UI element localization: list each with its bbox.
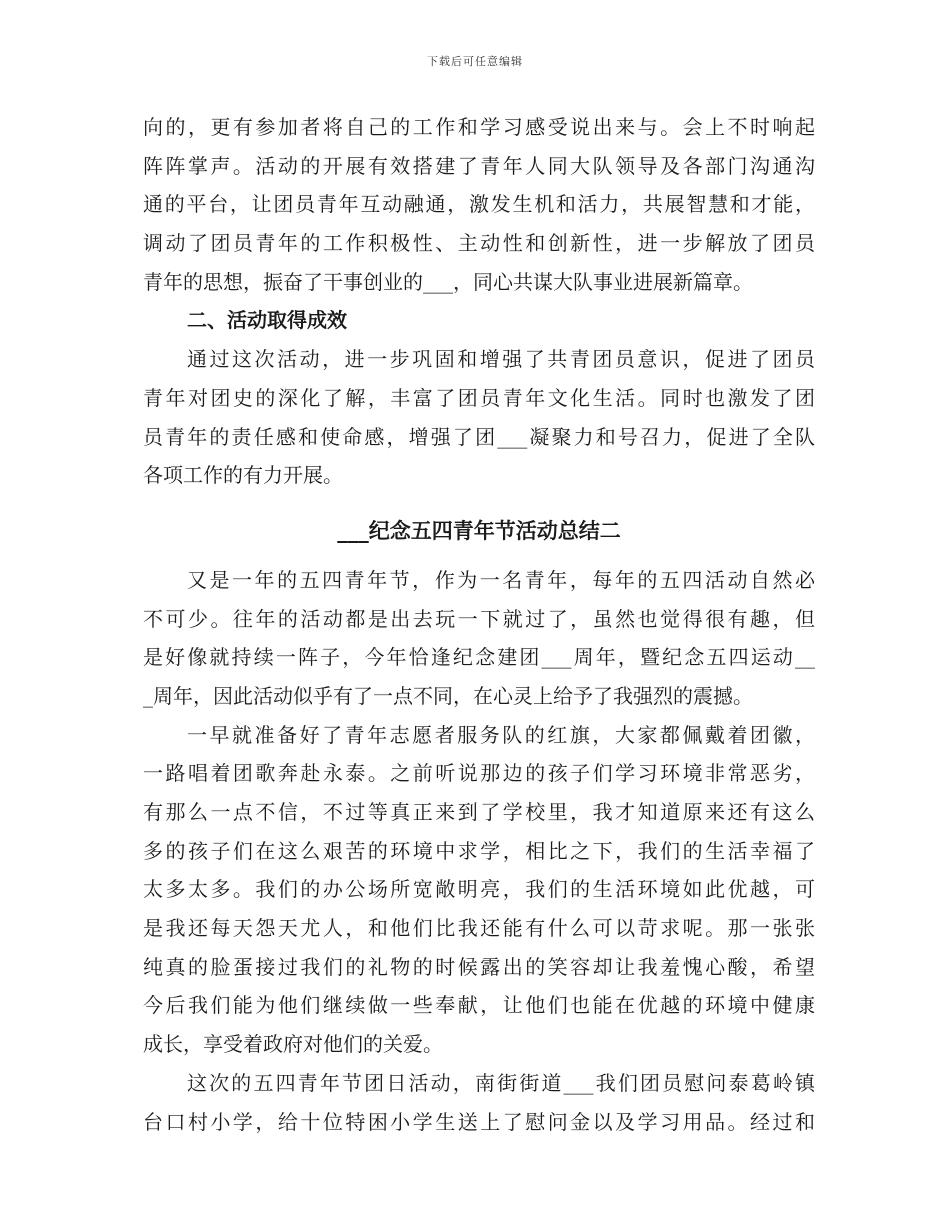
- text-line: 各项工作的有力开展。: [143, 463, 343, 488]
- text-line: 是我还每天怨天尤人，和他们比我还能有什么可以苛求呢。那一张张: [143, 916, 815, 941]
- paragraph-5: [143, 1064, 815, 1141]
- page-header: 下载后可任意编辑: [427, 55, 523, 68]
- document-title: ___纪念五四青年节活动总结二: [337, 517, 621, 543]
- text-line: 今后我们能为他们继续做一些奉献，让他们也能在优越的环境中健康: [143, 993, 815, 1018]
- text-line: 青年的思想，振奋了干事创业的___，同心共谋大队事业进展新篇章。: [143, 269, 753, 294]
- text-line: 通的平台，让团员青年互动融通，激发生机和活力，共展智慧和才能，: [143, 192, 815, 217]
- text-line: 是好像就持续一阵子，今年恰逢纪念建团___周年，暨纪念五四运动__: [143, 645, 815, 670]
- text-line: 纯真的脸蛋接过我们的礼物的时候露出的笑容却让我羞愧心酸，希望: [143, 954, 815, 979]
- text-line: 青年对团史的深化了解，丰富了团员青年文化生活。同时也激发了团: [143, 385, 815, 410]
- text-line: 有那么一点不信，不过等真正来到了学校里，我才知道原来还有这么: [143, 800, 815, 824]
- paragraph-4: [143, 716, 815, 1064]
- text-line: 员青年的责任感和使命感，增强了团___凝聚力和号召力，促进了全队: [143, 424, 815, 449]
- text-line: 成长，享受着政府对他们的关爱。: [143, 1032, 443, 1057]
- text-line: 通过这次活动，进一步巩固和增强了共青团员意识，促进了团员: [187, 347, 815, 372]
- text-line: 台口村小学，给十位特困小学生送上了慰问金以及学习用品。经过和: [143, 1109, 815, 1134]
- text-line: 阵阵掌声。活动的开展有效搭建了青年人同大队领导及各部门沟通沟: [143, 153, 815, 178]
- section-heading: 二、活动取得成效: [187, 308, 347, 333]
- text-line: 调动了团员青年的工作积极性、主动性和创新性，进一步解放了团员: [143, 231, 815, 256]
- paragraph-3: [143, 561, 815, 716]
- document-body: [143, 108, 815, 1141]
- text-line: 多的孩子们在这么艰苦的环境中求学，相比之下，我们的生活幸福了: [143, 838, 815, 863]
- text-line: 一路唱着团歌奔赴永泰。之前听说那边的孩子们学习环境非常恶劣，: [143, 761, 815, 786]
- paragraph-2: [143, 340, 815, 495]
- text-line: 太多太多。我们的办公场所宽敞明亮，我们的生活环境如此优越，可: [143, 877, 815, 902]
- text-line: 一早就准备好了青年志愿者服务队的红旗，大家都佩戴着团徽，: [187, 722, 815, 747]
- text-line: 向的，更有参加者将自己的工作和学习感受说出来与。会上不时响起: [143, 115, 815, 139]
- text-line: 不可少。往年的活动都是出去玩一下就过了，虽然也觉得很有趣，但: [143, 606, 815, 631]
- text-line: 这次的五四青年节团日活动，南街街道___我们团员慰问泰葛岭镇: [187, 1070, 815, 1095]
- text-line: _周年，因此活动似乎有了一点不同，在心灵上给予了我强烈的震撼。: [143, 683, 753, 708]
- text-line: 又是一年的五四青年节，作为一名青年，每年的五四活动自然必: [187, 567, 815, 592]
- paragraph-1: [143, 108, 815, 301]
